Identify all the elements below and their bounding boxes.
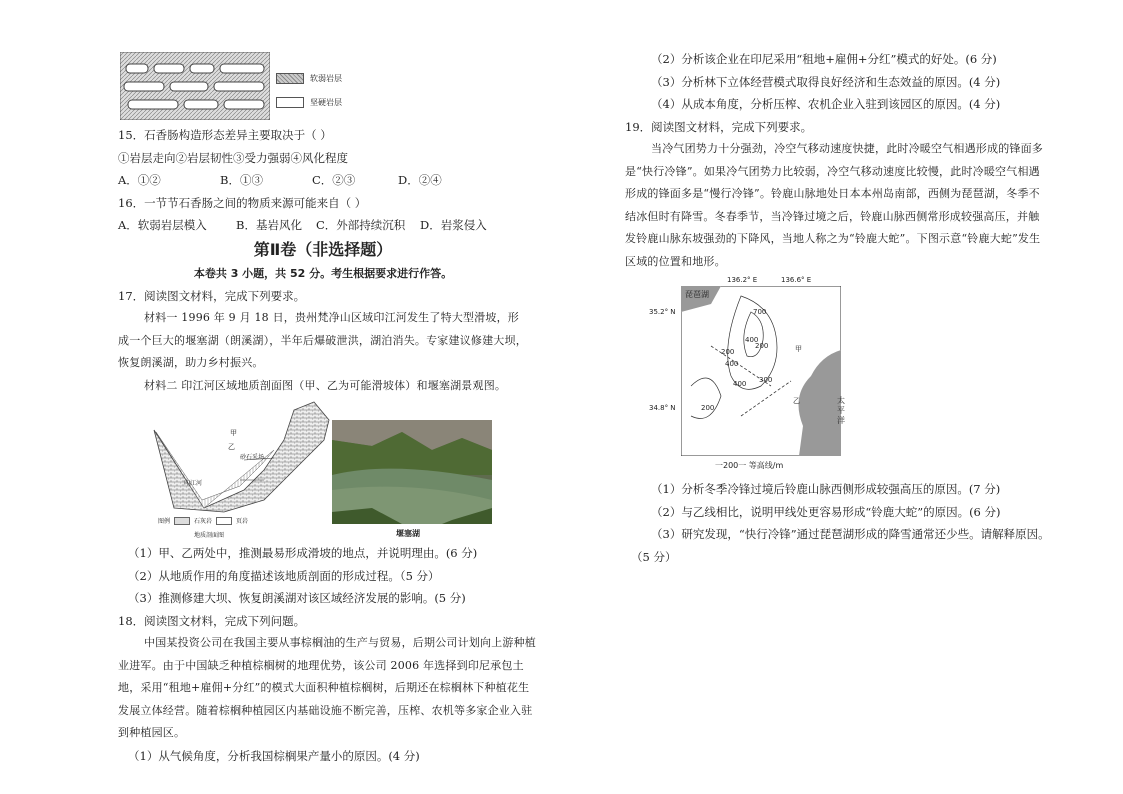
q15-choices: ①岩层走向②岩层韧性③受力强弱④风化程度 xyxy=(118,150,348,165)
q17-material-2: 材料二 印江河区域地质剖面图（甲、乙为可能滑坡体）和堰塞湖景观图。 xyxy=(144,378,507,392)
legend-hard: 坚硬岩层 xyxy=(310,97,342,107)
q17-material-1: 材料一 1996 年 9 月 18 日，贵州梵净山区域印江河发生了特大型滑坡，形成一个巨大的堰塞湖（朗溪湖），半年后爆破泄洪，湖泊消失。专家建议修建大坝，恢复朗溪湖，助力乡村振兴。 xyxy=(118,311,527,369)
map-ocean-label: 太平洋 xyxy=(837,396,845,425)
q15-option-a[interactable]: A．①② xyxy=(118,173,161,187)
limestone-swatch xyxy=(174,517,190,525)
q18-sub-1: （1）从气候角度，分析我国棕榈果产量小的原因。(4 分) xyxy=(128,748,420,763)
legend-soft: 软弱岩层 xyxy=(310,73,342,83)
contour-label-400: 400 xyxy=(725,360,739,368)
q15-options xyxy=(118,169,528,192)
boudinage-diagram xyxy=(120,52,270,120)
map-lat-2: 34.8° N xyxy=(649,404,676,412)
section-2-title: 第Ⅱ卷（非选择题） xyxy=(253,239,393,259)
contour-label-200-b: 200 xyxy=(701,404,715,412)
section-legend-limestone: 石灰岩 xyxy=(194,518,213,525)
q15-option-c[interactable]: C．②③ xyxy=(312,173,356,187)
q15-option-b[interactable]: B．①③ xyxy=(220,173,263,187)
contour-label-700: 700 xyxy=(753,308,767,316)
contour-label-400-c: 400 xyxy=(745,336,759,344)
q18-sub-2: （2）分析该企业在印尼采用“租地+雇佣+分红”模式的好处。(6 分) xyxy=(651,52,997,66)
q17-stem: 17．阅读图文材料，完成下列要求。 xyxy=(118,288,306,303)
map-label-jia: 甲 xyxy=(795,345,802,353)
barrier-lake-photo xyxy=(332,420,492,524)
lake-photo-illustration xyxy=(332,420,492,524)
map-legend: 一200一 等高线/m xyxy=(715,461,784,470)
contour-label-400-b: 400 xyxy=(733,380,747,388)
q16-option-c[interactable]: C．外部持续沉积 xyxy=(316,218,406,232)
map-lake-label: 琵琶湖 xyxy=(685,290,709,299)
q19-sub-3-score: （5 分） xyxy=(631,549,677,564)
q16-option-b[interactable]: B．基岩风化 xyxy=(236,218,302,232)
q19-stem: 19．阅读图文材料，完成下列要求。 xyxy=(625,119,813,134)
boudinage-figure xyxy=(120,52,270,120)
section-2-note: 本卷共 3 小题，共 52 分。考生根据要求进行作答。 xyxy=(193,266,453,280)
section-label-river: 印江河 xyxy=(184,480,203,487)
section-legend-shale: 页岩 xyxy=(236,518,249,525)
q19-sub-1: （1）分析冬季冷锋过境后铃鹿山脉西侧形成较强高压的原因。(7 分) xyxy=(651,482,1001,496)
soft-layer-swatch xyxy=(276,73,304,84)
q18-sub-3: （3）分析林下立体经营模式取得良好经济和生态效益的原因。(4 分) xyxy=(651,74,1001,89)
map-lat-1: 35.2° N xyxy=(649,308,676,316)
hard-layer-swatch xyxy=(276,97,304,108)
q17-sub-3: （3）推测修建大坝、恢复朗溪湖对该区域经济发展的影响。(5 分) xyxy=(128,591,466,605)
contour-label-200-c: 200 xyxy=(755,342,769,350)
suzuka-map xyxy=(649,276,869,472)
q15-option-d[interactable]: D．②④ xyxy=(398,173,442,187)
q18-sub-4: （4）从成本角度，分析压榨、农机企业入驻到该园区的原因。(4 分) xyxy=(651,97,1001,111)
q16-stem: 16．一节节石香肠之间的物质来源可能来自（ ） xyxy=(118,195,367,210)
map-lon-2: 136.6° E xyxy=(781,276,812,284)
q17-sub-2: （2）从地质作用的角度描述该地质剖面的形成过程。（5 分） xyxy=(128,568,440,583)
section-legend xyxy=(158,516,248,525)
section-label-yi: 乙 xyxy=(228,443,235,451)
contour-label-300: 300 xyxy=(759,376,773,384)
map-label-yi: 乙 xyxy=(793,397,800,405)
q16-option-d[interactable]: D．岩浆侵入 xyxy=(420,218,487,232)
q18-stem: 18．阅读图文材料，完成下列问题。 xyxy=(118,613,306,628)
boudinage-legend xyxy=(276,70,396,110)
q15-stem: 15．石香肠构造形态差异主要取决于（ ） xyxy=(118,128,332,142)
contour-label-200: 200 xyxy=(721,348,735,356)
q19-sub-2: （2）与乙线相比，说明甲线处更容易形成“铃鹿大蛇”的原因。(6 分) xyxy=(651,504,1001,519)
section-label-gravel: 砂石采场 xyxy=(240,454,265,461)
geologic-section-figure xyxy=(144,400,334,540)
shale-swatch xyxy=(216,517,232,525)
section-caption: 地质剖面图 xyxy=(194,532,225,539)
section-label-jia: 甲 xyxy=(230,429,237,437)
q16-option-a[interactable]: A．软弱岩层模入 xyxy=(118,218,207,232)
section-legend-title: 图例 xyxy=(158,518,171,525)
q16-options xyxy=(118,214,528,237)
q19-material: 当冷气团势力十分强劲，冷空气移动速度快捷，此时冷暖空气相遇形成的锋面多是“快行冷锋”。如果冷气团势力比较弱，冷空气移动速度比较慢，此时冷暖空气相遇形成的锋面多是“慢行冷锋”。铃鹿山脉地处日本本州岛南部，西侧为琵琶湖，冬季不结冰但时有降雪。冬春季节，当冷锋过境之后，铃鹿山脉西侧常形成较强高压，并触发铃鹿山脉东坡强劲的下降风，当地人称之为“铃鹿大蛇”。下图示意“铃鹿大蛇”发生区域的位置和地形。 xyxy=(625,142,1043,268)
q17-sub-1: （1）甲、乙两处中，推测最易形成滑坡的地点，并说明理由。(6 分) xyxy=(128,546,478,560)
q18-material: 中国某投资公司在我国主要从事棕榈油的生产与贸易，后期公司计划向上游种植业进军。由于中国缺乏种植棕榈树的地理优势，该公司 2006 年选择到印尼承包土地，采用“租地+雇佣+分红”的模式大面积种植棕榈树，后期还在棕榈林下种植花生发展立体经营。随着棕榈种植园区内基础设施不断完善，压榨、农机等多家企业入驻到种植园区。 xyxy=(118,636,536,739)
q19-sub-3: （3）研究发现，“快行冷锋”通过琵琶湖形成的降雪通常还少些。请解释原因。 xyxy=(651,527,1050,541)
photo-caption: 堰塞湖 xyxy=(396,529,420,538)
map-lon-1: 136.2° E xyxy=(727,276,758,284)
